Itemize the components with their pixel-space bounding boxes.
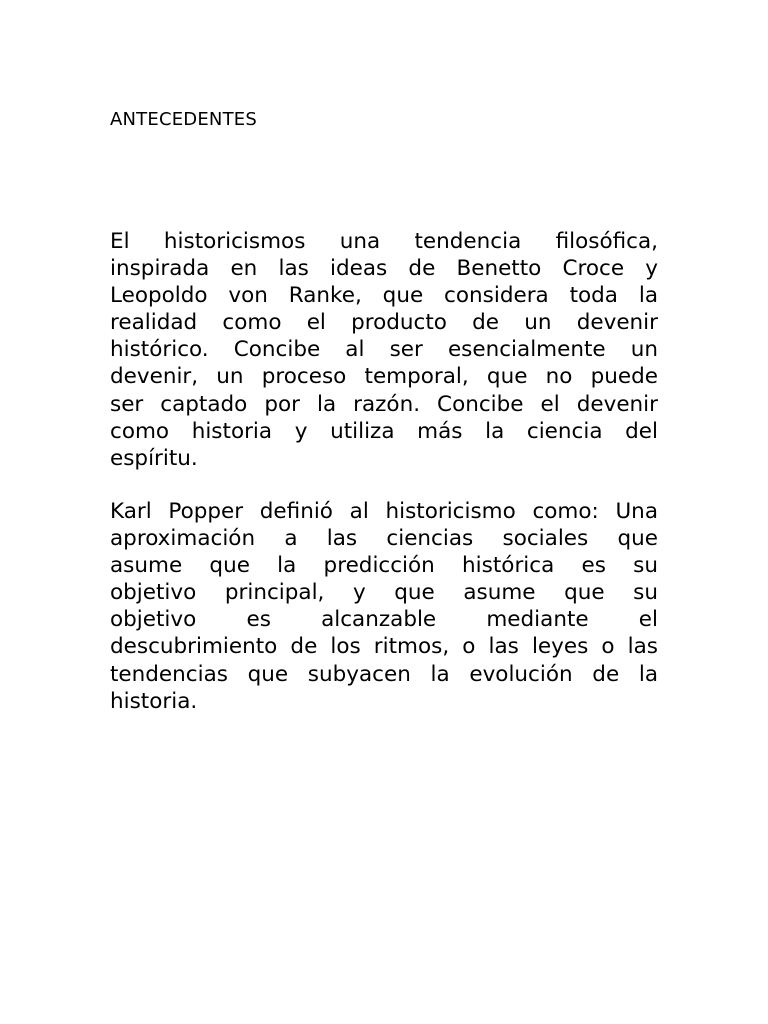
- paragraph-historicismo: [110, 228, 658, 472]
- document-heading: ANTECEDENTES: [110, 109, 257, 130]
- paragraph-line: objetivo es alcanzable mediante el: [110, 607, 658, 633]
- paragraph-line: como historia y utiliza más la ciencia del: [110, 418, 658, 444]
- paragraph-line: aproximación a las ciencias sociales que: [110, 526, 658, 552]
- paragraph-line: historia.: [110, 688, 198, 714]
- paragraph-line: objetivo principal, y que asume que su: [110, 580, 658, 606]
- paragraph-line: ser captado por la razón. Concibe el devenir: [110, 391, 658, 417]
- paragraph-line: asume que la predicción histórica es su: [110, 553, 658, 579]
- paragraph-line: realidad como el producto de un devenir: [110, 310, 658, 336]
- paragraph-line: inspirada en las ideas de Benetto Croce y: [110, 256, 658, 282]
- paragraph-line: espíritu.: [110, 445, 198, 471]
- paragraph-line: devenir, un proceso temporal, que no puede: [110, 364, 658, 390]
- paragraph-line: histórico. Concibe al ser esencialmente un: [110, 337, 658, 363]
- paragraph-line: descubrimiento de los ritmos, o las leyes o las: [110, 634, 658, 660]
- paragraph-line: Leopoldo von Ranke, que considera toda la: [110, 283, 658, 309]
- paragraph-popper: [110, 498, 658, 715]
- paragraph-line: tendencias que subyacen la evolución de la: [110, 661, 658, 687]
- paragraph-line: El historicismos una tendencia filosófica,: [110, 229, 658, 254]
- paragraph-line: Karl Popper definió al historicismo como: Una: [110, 499, 658, 524]
